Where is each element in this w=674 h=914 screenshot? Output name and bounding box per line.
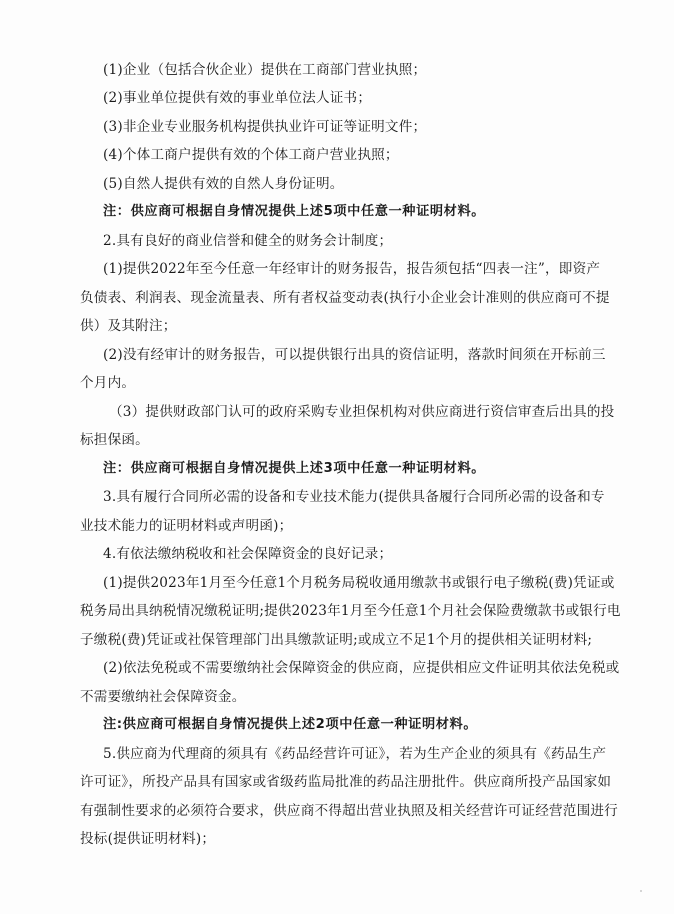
clause-2-item-3-line-2: 标担保函。: [80, 432, 149, 448]
clause-4-item-1-line-2: 税务局出具纳税情况缴税证明;提供2023年1月至今任意1个月社会保险费缴款书或银行电: [80, 603, 621, 619]
clause-5-line-2: 许可证》，所投产品具有国家或省级药监局批准的药品注册批件。供应商所投产品国家如: [80, 774, 612, 790]
clause-3-line-2: 业技术能力的证明材料或声明函)；: [80, 518, 293, 534]
item-2-public-institution: (2)事业单位提供有效的事业单位法人证书；: [103, 90, 372, 106]
clause-5-line-3: 有强制性要求的必须符合要求，供应商不得超出营业执照及相关经营许可证经营范围进行: [80, 803, 618, 819]
clause-2-heading: 2.具有良好的商业信誉和健全的财务会计制度；: [103, 233, 393, 249]
scan-speck: [640, 890, 642, 892]
item-4-individual-business: (4)个体工商户提供有效的个体工商户营业执照；: [103, 147, 399, 163]
note-3-items: 注：供应商可根据自身情况提供上述3项中任意一种证明材料。: [103, 461, 486, 476]
clause-5-line-1: 5.供应商为代理商的须具有《药品经营许可证》，若为生产企业的须具有《药品生产: [103, 746, 607, 762]
clause-4-item-1-line-3: 子缴税(费)凭证或社保管理部门出具缴款证明;或成立不足1个月的提供相关证明材料;: [80, 632, 593, 648]
clause-2-item-3-line-1: （3）提供财政部门认可的政府采购专业担保机构对供应商进行资信审查后出具的投: [109, 404, 615, 420]
item-1-enterprise-license: (1)企业（包括合伙企业）提供在工商部门营业执照；: [103, 62, 427, 78]
clause-3-line-1: 3.具有履行合同所必需的设备和专业技术能力(提供具备履行合同所必需的设备和专: [103, 489, 605, 505]
note-2-items: 注:供应商可根据自身情况提供上述2项中任意一种证明材料。: [103, 717, 478, 732]
clause-4-item-1-line-1: (1)提供2023年1月至今任意1个月税务局税收通用缴款书或银行电子缴税(费)凭证或: [103, 575, 615, 591]
clause-5-line-4: 投标(提供证明材料)；: [80, 831, 216, 847]
clause-2-item-2-line-1: (2)没有经审计的财务报告，可以提供银行出具的资信证明，落款时间须在开标前三: [103, 347, 606, 363]
clause-2-item-1-line-1: (1)提供2022年至今任意一年经审计的财务报告，报告须包括“四表一注”，即资产: [103, 261, 601, 277]
note-5-items: 注：供应商可根据自身情况提供上述5项中任意一种证明材料。: [103, 204, 486, 219]
clause-4-item-2-line-1: (2)依法免税或不需要缴纳社会保障资金的供应商，应提供相应文件证明其依法免税或: [103, 660, 620, 676]
clause-4-item-2-line-2: 不需要缴纳社会保障资金。: [80, 689, 246, 705]
clause-2-item-1-line-3: 供）及其附注；: [80, 318, 177, 334]
clause-4-heading: 4.有依法缴纳税收和社会保障资金的良好记录；: [103, 546, 393, 562]
item-3-service-agency: (3)非企业专业服务机构提供执业许可证等证明文件；: [103, 119, 427, 135]
clause-2-item-1-line-2: 负债表、利润表、现金流量表、所有者权益变动表(执行小企业会计准则的供应商可不提: [80, 290, 610, 306]
clause-2-item-2-line-2: 个月内。: [80, 375, 136, 391]
item-5-natural-person: (5)自然人提供有效的自然人身份证明。: [103, 176, 344, 192]
